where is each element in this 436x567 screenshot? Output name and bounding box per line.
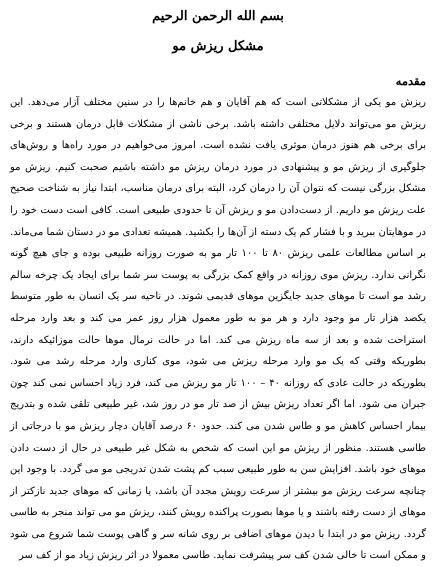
body-paragraph: ریزش مو یکی از مشکلاتی است که هم آقایان و هم خانم‌ها را در سنین مختلف آزار می‌دهد. این ریزش مو می‌تواند دلایل مختلفی داشته باشد. برخی ناشی از مشکلات قابل درمان هستند و برخی برای برخی هم هنوز درمان موثری یافت نشده است. امروز می‌خواهیم در مورد راه‌ها و روش‌های جلوگیری از ریزش مو و پیشنهادی در مورد درمان ریزش مو داشته باشیم صحبت کنیم. ریزش مو مشکل بزرگی نیست که نتوان آن را درمان کرد، البته برای درمان مناسب، ابتدا نیاز به شناخت صحیح علت ریزش مو داریم. از دست‌دادن مو و ریزش آن تا حدودی طبیعی است. کافی است دست خود را در موهایتان ببرید و با فشار کم یک دسته از آن‌ها را بکشید. همیشه تعدادی مو در دستان شما می‌ماند. بر اساس مطالعات علمی ریزش ۸۰ تا ۱۰۰ تار مو به صورت روزانه طبیعی بوده و جای هیچ گونه نگرانی ندارد. ریزش موی روزانه در واقع کمک بزرگی به پوست سر شما برای ایجاد یک چرخه سالم رشد مو است تا موهای جدید جایگزین موهای قدیمی شوند. در ناحیه سر یک انسان به طور متوسط یکصد هزار تار مو وجود دارد و هر مو به طور معمول هزار روز عمر می کند و بعد وارد مرحله استراحت شده و بعد از سه ماه ریزش می کند. اما در حالت نرمال موها حالت موزائیکه دارند، بطوریکه وقتی که یک مو وارد مرحله ریزش می شود، موی کناری وارد مرحله رشد می شود. بطوریکه در حالت عادی که روزانه ۴۰ – ۱۰۰ تار مو ریزش می کند، فرد زیاد احساس نمی کند چون جبران می شود. اما اگر تعداد ریزش بیش از صد تار مو در روز شد، غیر طبیعی تلقی شده و بتدریج بیمار احساس کاهش مو و طاس شدن می کند. حدود ۶۰ درصد آقایان دچار ریزش مو با درجاتی از طاسی هستند. منظور از ریزش مو این است که شخص به شکل غیر طبیعی در حال از دست دادن موهای خود باشد. افزایش سن به طور طبیعی سبب کم پشت شدن تدریجی مو می گردد. با وجود این چنانچه سرعت ریزش مو بیشتر از سرعت رویش مجدد آن باشد، یا زمانی که موهای جدید نازکتر از موهای از دست رفته باشند و یا موها بصورت پراکنده رویش کنند، ریزش مو می تواند منجر به طاسی گردد. ریزش مو در ابتدا با دیدن موهای اضافی بر روی شانه سر و گاهی پوست شما شروع می شود و ممکن است تا خالی شدن کف سر پیشرفت نماید. طاسی معمولا در اثر ریزش زیاد مو از کف سر — [10, 97, 427, 562]
section-heading: مقدمه — [395, 74, 426, 88]
bismillah-heading: بسم الله الرحمن الرحيم — [152, 9, 284, 24]
page-title: مشکل ریزش مو — [172, 39, 264, 54]
